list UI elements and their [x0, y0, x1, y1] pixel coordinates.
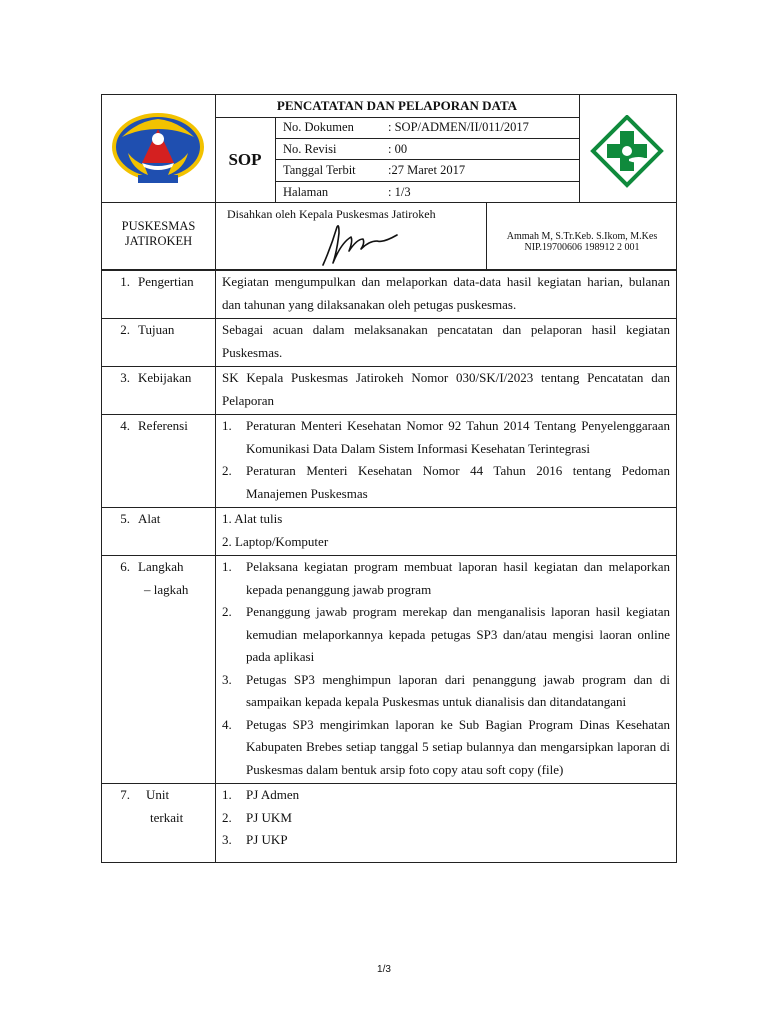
regency-emblem-icon [108, 107, 208, 189]
signer-name: Ammah M, S.Tr.Keb. S.Ikom, M.Kes [506, 231, 658, 242]
section-langkah: 6. Langkah – lagkah 1. Pelaksana kegiatan program membuat laporan hasil kegiatan dan melaporkan kepada penanggung jawab program 2. Penanggung jawab program merekap dan menganalisis laporan hasil kegiatan kemudian melaporkannya kepada petugas SP3 dan/atau mengisi laoran online pada aplikasi 3. Petugas SP3 menghimpun laporan dari penanggung jawab program dan di sampaikan kepada kepala Puskesmas untuk dianalisis dan ditandatangani 4. Petugas SP3 mengirimkan laporan ke Sub Bagian Program Dinas Kesehatan Kabupaten Brebes setiap tanggal 5 setiap bulannya dan mengarsipkan laporan di Puskesmas dalam bentuk arsip foto copy atau soft copy (file) [102, 556, 677, 784]
signature-icon [317, 221, 403, 269]
list-item: 2. Peraturan Menteri Kesehatan Nomor 44 Tahun 2016 tentang Pedoman Manajemen Puskesmas [222, 463, 670, 501]
meta-issue-date: Tanggal Terbit :27 Maret 2017 [275, 160, 579, 182]
meta-doc-number: No. Dokumen : SOP/ADMEN/II/011/2017 [275, 117, 579, 139]
section-alat: 5. Alat 1. Alat tulis 2. Laptop/Komputer [102, 508, 677, 556]
list-item: 2. Laptop/Komputer [222, 533, 329, 549]
sop-label: SOP [228, 150, 262, 169]
section-tujuan: 2. Tujuan Sebagai acuan dalam melaksanakan pencatatan dan pelaporan hasil kegiatan Puskesmas. [102, 319, 677, 367]
section-text: Sebagai acuan dalam melaksanakan pencatatan dan pelaporan hasil kegiatan Puskesmas. [216, 319, 677, 367]
kemenkes-logo-icon [589, 115, 665, 189]
document-title: PENCATATAN DAN PELAPORAN DATA [215, 95, 579, 118]
page-number: 1/3 [377, 964, 391, 975]
section-text: SK Kepala Puskesmas Jatirokeh Nomor 030/SK/I/2023 tentang Pencatatan dan Pelaporan [216, 367, 677, 415]
list-item: 4. Petugas SP3 mengirimkan laporan ke Sub Bagian Program Dinas Kesehatan Kabupaten Brebes setiap tanggal 5 setiap bulannya dan mengarsipkan laporan di Puskesmas dalam bentuk arsip foto copy atau soft copy (file) [222, 716, 670, 777]
section-referensi: 4. Referensi 1. Peraturan Menteri Kesehatan Nomor 92 Tahun 2014 Tentang Penyelenggaraan Komunikasi Data Dalam Sistem Informasi Kesehatan Terintegrasi 2. Peraturan Menteri Kesehatan Nomor 44 Tahun 2016 tentang Pedoman Manajemen Puskesmas [102, 415, 677, 508]
sop-content-table [101, 270, 677, 863]
meta-page: Halaman : 1/3 [275, 182, 579, 204]
list-item: 3. Petugas SP3 menghimpun laporan dari penanggung jawab program dan di sampaikan kepada kepala Puskesmas untuk dianalisis dan ditandatangani [222, 671, 670, 709]
authorization-row [101, 202, 677, 270]
signer-nip: NIP.19700606 198912 2 001 [524, 242, 640, 253]
organization-name: PUSKESMAS JATIROKEH [121, 219, 196, 248]
document-header [101, 94, 677, 202]
document-meta [275, 117, 579, 203]
approved-by-text: Disahkan oleh Kepala Puskesmas Jatirokeh [227, 207, 436, 221]
list-item: 3. PJ UKP [222, 832, 288, 847]
list-item: 1. PJ Admen [222, 787, 300, 802]
meta-revision: No. Revisi : 00 [275, 139, 579, 161]
list-item: 2. PJ UKM [222, 809, 292, 825]
section-text: Kegiatan mengumpulkan dan melaporkan data-data hasil kegiatan harian, bulanan dan tahunan yang dilaksanakan oleh petugas puskesmas. [216, 271, 677, 319]
section-unit-terkait: 7. Unit terkait 1. PJ Admen 2. PJ UKM 3. PJ UKP [102, 784, 677, 863]
list-item: 2. Penanggung jawab program merekap dan menganalisis laporan hasil kegiatan kemudian melaporkannya kepada petugas SP3 dan/atau mengisi laoran online pada aplikasi [222, 604, 670, 664]
list-item: 1. Pelaksana kegiatan program membuat laporan hasil kegiatan dan melaporkan kepada penanggung jawab program [222, 559, 670, 597]
list-item: 1. Peraturan Menteri Kesehatan Nomor 92 Tahun 2014 Tentang Penyelenggaraan Komunikasi Data Dalam Sistem Informasi Kesehatan Terintegrasi [222, 418, 670, 456]
sop-document [101, 94, 677, 863]
section-pengertian: 1. Pengertian Kegiatan mengumpulkan dan melaporkan data-data hasil kegiatan harian, bulanan dan tahunan yang dilaksanakan oleh petugas puskesmas. [102, 271, 677, 319]
section-kebijakan: 3. Kebijakan SK Kepala Puskesmas Jatirokeh Nomor 030/SK/I/2023 tentang Pencatatan dan Pelaporan [102, 367, 677, 415]
signer-block [486, 231, 678, 253]
list-item: 1. Alat tulis [222, 511, 283, 526]
